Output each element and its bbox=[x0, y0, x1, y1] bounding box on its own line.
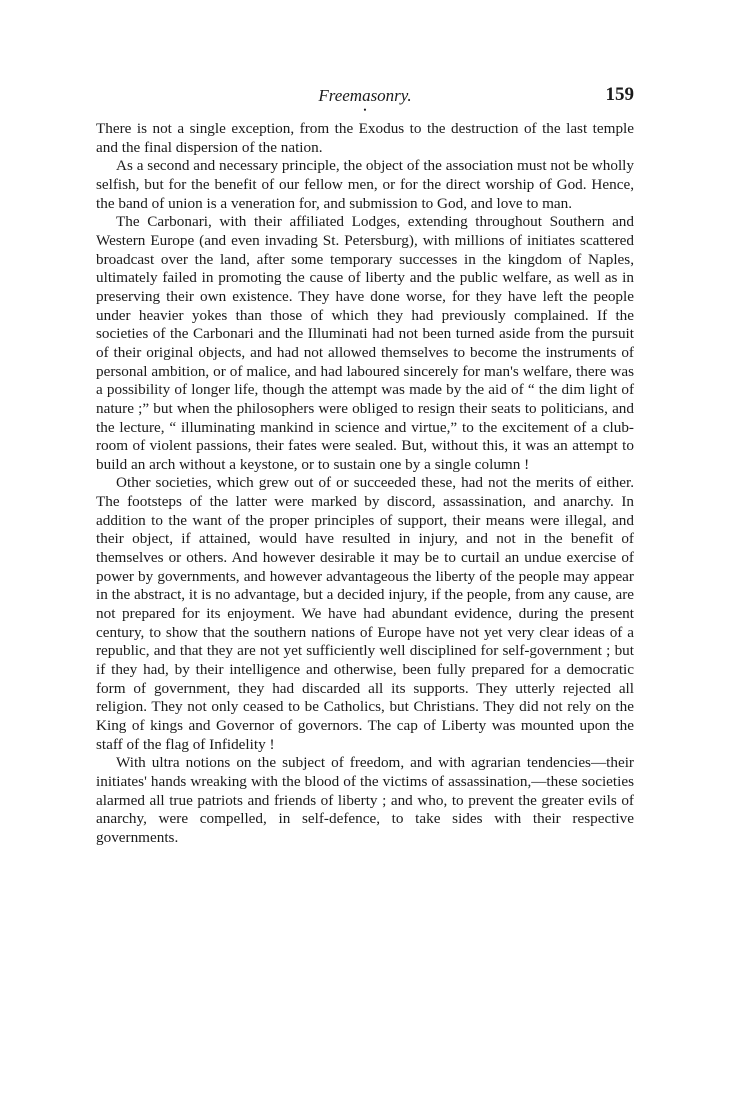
book-page bbox=[96, 84, 634, 848]
running-head bbox=[96, 84, 634, 115]
paragraph-continuation: There is not a single exception, from the Exodus to the destruction of the last temple and the final dispersion of the nation. bbox=[96, 120, 634, 156]
paragraph: As a second and necessary principle, the object of the association must not be wholly selfish, but for the benefit of our fellow men, or for the direct worship of God. Hence, the band of union is a veneration for, and submission to God, and love to man. bbox=[96, 157, 634, 212]
paragraph: The Carbonari, with their affiliated Lodges, extending throughout Southern and Western Europe (and even invading St. Petersburg), with millions of initiates scattered broadcast over the land, after some temporary successes in the kingdom of Naples, ultimately failed in promoting the cause of liberty and the public welfare, as well as in preserving their own existence. They have done worse, for they have left the people under heavier yokes than those of which they had previously complained. If the societies of the Carbonari and the Illuminati had not been turned aside from the pursuit of their original objects, and had not allowed themselves to become the instruments of personal ambition, or of malice, and had laboured sincerely for man's welfare, there was a possibility of longer life, though the attempt was made by the aid of “ the dim light of nature ;” but when the philosophers were obliged to resign their seats to politicians, and the lecture, “ illuminating mankind in science and virtue,” to the excitement of a club-room of violent passions, their fates were sealed. But, without this, it was an attempt to build an arch without a keystone, or to sustain one by a single column ! bbox=[96, 213, 634, 473]
paragraph: With ultra notions on the subject of freedom, and with agrarian tendencies—their initiates' hands wreaking with the blood of the victims of assassination,—these societies alarmed all true patriots and friends of liberty ; and who, to prevent the greater evils of anarchy, were compelled, in self-defence, to take sides with their respective governments. bbox=[96, 754, 634, 846]
paragraph: Other societies, which grew out of or succeeded these, had not the merits of either. The footsteps of the latter were marked by discord, assassination, and anarchy. In addition to the want of the proper principles of support, their means were illegal, and their object, if attained, would have resulted in injury, and not in the benefit of themselves or others. And however desirable it may be to curtail an undue exercise of power by governments, and however advantageous the liberty of the people may appear in the abstract, it is no advantage, but a decided injury, if the people, from any cause, are not prepared for its enjoyment. We have had abundant evidence, during the present century, to show that the southern nations of Europe have not yet very clear ideas of a republic, and that they are not yet sufficiently well disciplined for self-government ; but if they had, by their intelligence and otherwise, been fully prepared for a democratic form of government, they had discarded all its supports. They utterly rejected all religion. They not only ceased to be Catholics, but Christians. They did not rely on the King of kings and Governor of governors. The cap of Liberty was mounted upon the staff of the flag of Infidelity ! bbox=[96, 474, 634, 753]
ornament-dot: • bbox=[363, 105, 367, 115]
body-text bbox=[96, 120, 634, 848]
running-title: Freemasonry. bbox=[318, 86, 412, 105]
page-number: 159 bbox=[605, 84, 634, 105]
